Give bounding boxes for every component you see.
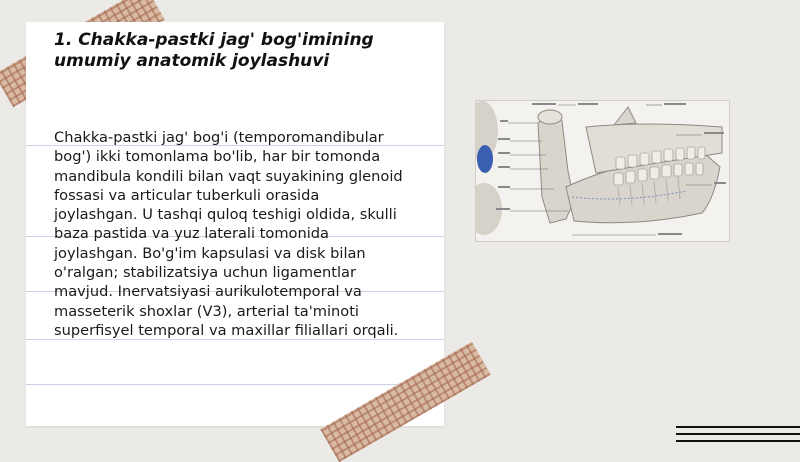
mandible-icon <box>476 101 729 241</box>
slide-body-text: Chakka-pastki jag' bog'i (temporomandibular bog') ikki tomonlama bo'lib, har bir tomonda mandibula kondili bilan vaqt suyakining glenoid fossasi va articular tuberkuli orasida joylashgan. U tashqi quloq teshigi oldida, skulli baza pastida va yuz laterali tomonida joylashgan. Bo'g'im kapsulasi va disk bilan o'ralgan; stabilizatsiya uchun ligamentlar mavjud. Inervatsiyasi aurikulotemporal va masseterik shoxlar (V3), arterial ta'minoti superfisyel temporal va maxillar filiallari orqali. <box>54 129 403 339</box>
mandible-anatomy-illustration <box>475 100 730 242</box>
decorative-stripes <box>676 424 800 444</box>
ruled-line <box>26 384 444 385</box>
slide-title: 1. Chakka-pastki jag' bog'imining umumiy anatomik joylashuvi <box>54 30 374 71</box>
stripe-line <box>676 426 800 428</box>
stripe-line <box>676 440 800 442</box>
stripe-line <box>676 433 800 435</box>
